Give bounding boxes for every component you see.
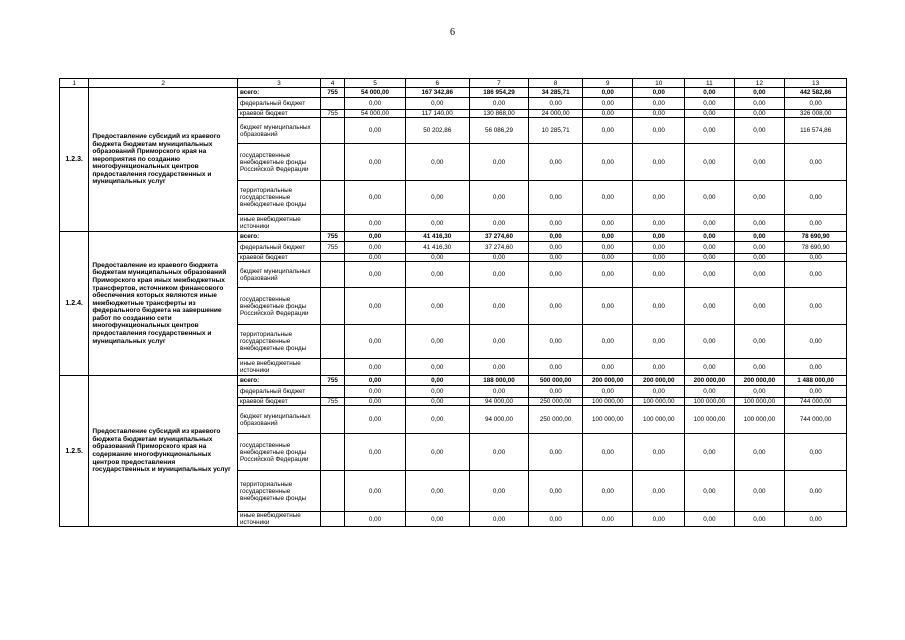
year-value: 54 000,00 — [345, 110, 406, 118]
year-value: 0,00 — [685, 262, 735, 288]
total-value: 0,00 — [785, 181, 847, 215]
column-number: 12 — [734, 79, 785, 88]
total-value: 744 000,00 — [785, 406, 847, 434]
year-value: 0,00 — [405, 288, 469, 325]
year-value: 0,00 — [469, 254, 529, 262]
year-value: 0,00 — [469, 359, 529, 376]
year-value: 0,00 — [345, 325, 406, 359]
year-value: 0,00 — [582, 359, 633, 376]
year-value: 186 954,29 — [469, 88, 529, 98]
total-value: 0,00 — [785, 386, 847, 398]
funding-source: краевой бюджет — [238, 398, 321, 406]
grbs-code — [320, 215, 344, 232]
year-value: 0,00 — [345, 98, 406, 110]
grbs-code — [320, 471, 344, 512]
year-value: 0,00 — [405, 181, 469, 215]
year-value: 0,00 — [405, 406, 469, 434]
year-value: 0,00 — [345, 398, 406, 406]
year-value: 117 140,00 — [405, 110, 469, 118]
year-value: 0,00 — [582, 434, 633, 471]
funding-source: федеральный бюджет — [238, 242, 321, 254]
year-value: 0,00 — [633, 359, 685, 376]
year-value: 0,00 — [633, 88, 685, 98]
year-value: 0,00 — [345, 262, 406, 288]
year-value: 200 000,00 — [685, 376, 735, 386]
year-value: 0,00 — [633, 434, 685, 471]
funding-source: государственные внебюджетные фонды Российской Федерации — [238, 288, 321, 325]
year-value: 0,00 — [469, 144, 529, 181]
year-value: 100 000,00 — [582, 398, 633, 406]
year-value: 24 000,00 — [529, 110, 583, 118]
year-value: 0,00 — [405, 98, 469, 110]
year-value: 0,00 — [529, 434, 583, 471]
year-value: 0,00 — [405, 325, 469, 359]
year-value: 0,00 — [685, 88, 735, 98]
year-value: 0,00 — [345, 118, 406, 144]
total-value: 0,00 — [785, 215, 847, 232]
year-value: 50 202,86 — [405, 118, 469, 144]
year-value: 0,00 — [582, 386, 633, 398]
grbs-code — [320, 262, 344, 288]
year-value: 0,00 — [582, 215, 633, 232]
total-value: 0,00 — [785, 144, 847, 181]
year-value: 0,00 — [582, 144, 633, 181]
year-value: 0,00 — [633, 471, 685, 512]
column-number: 6 — [405, 79, 469, 88]
total-value: 0,00 — [785, 434, 847, 471]
year-value: 0,00 — [469, 288, 529, 325]
year-value: 0,00 — [685, 471, 735, 512]
page-number: 6 — [450, 27, 455, 38]
year-value: 100 000,00 — [685, 398, 735, 406]
year-value: 0,00 — [734, 232, 785, 242]
total-value: 0,00 — [785, 262, 847, 288]
year-value: 200 000,00 — [582, 376, 633, 386]
year-value: 200 000,00 — [633, 376, 685, 386]
year-value: 0,00 — [633, 325, 685, 359]
total-value: 0,00 — [785, 254, 847, 262]
year-value: 0,00 — [633, 232, 685, 242]
year-value: 0,00 — [529, 471, 583, 512]
year-value: 0,00 — [529, 254, 583, 262]
year-value: 130 868,00 — [469, 110, 529, 118]
year-value: 0,00 — [345, 406, 406, 434]
total-value: 116 574,86 — [785, 118, 847, 144]
year-value: 0,00 — [734, 512, 785, 527]
year-value: 0,00 — [685, 512, 735, 527]
measure-code: 1.2.4. — [60, 232, 89, 376]
grbs-code — [320, 406, 344, 434]
year-value: 0,00 — [685, 288, 735, 325]
year-value: 0,00 — [529, 512, 583, 527]
year-value: 0,00 — [734, 88, 785, 98]
year-value: 0,00 — [633, 386, 685, 398]
year-value: 0,00 — [582, 262, 633, 288]
total-value: 78 690,90 — [785, 232, 847, 242]
year-value: 0,00 — [529, 215, 583, 232]
year-value: 0,00 — [633, 181, 685, 215]
year-value: 250 000,00 — [529, 398, 583, 406]
year-value: 0,00 — [633, 215, 685, 232]
year-value: 0,00 — [734, 181, 785, 215]
header-row — [60, 79, 847, 88]
year-value: 0,00 — [345, 471, 406, 512]
year-value: 0,00 — [582, 325, 633, 359]
year-value: 500 000,00 — [529, 376, 583, 386]
funding-source: государственные внебюджетные фонды Российской Федерации — [238, 144, 321, 181]
year-value: 56 086,29 — [469, 118, 529, 144]
measure-code: 1.2.5. — [60, 376, 89, 527]
year-value: 0,00 — [469, 215, 529, 232]
year-value: 0,00 — [405, 434, 469, 471]
year-value: 0,00 — [469, 434, 529, 471]
year-value: 0,00 — [582, 232, 633, 242]
funding-source: территориальные государственные внебюджетные фонды — [238, 325, 321, 359]
grbs-code — [320, 512, 344, 527]
year-value: 0,00 — [582, 288, 633, 325]
year-value: 0,00 — [582, 98, 633, 110]
year-value: 0,00 — [405, 359, 469, 376]
grbs-code — [320, 98, 344, 110]
year-value: 0,00 — [345, 254, 406, 262]
year-value: 0,00 — [685, 98, 735, 110]
year-value: 0,00 — [685, 118, 735, 144]
year-value: 0,00 — [685, 215, 735, 232]
year-value: 0,00 — [582, 512, 633, 527]
year-value: 0,00 — [582, 254, 633, 262]
year-value: 0,00 — [405, 386, 469, 398]
funding-source: всего: — [238, 376, 321, 386]
year-value: 0,00 — [633, 254, 685, 262]
year-value: 250 000,00 — [529, 406, 583, 434]
year-value: 0,00 — [734, 471, 785, 512]
year-value: 94 000,00 — [469, 406, 529, 434]
year-value: 0,00 — [685, 386, 735, 398]
column-number: 5 — [345, 79, 406, 88]
funding-source: бюджет муниципальных образований — [238, 406, 321, 434]
year-value: 0,00 — [633, 110, 685, 118]
year-value: 167 342,86 — [405, 88, 469, 98]
funding-source: территориальные государственные внебюджетные фонды — [238, 471, 321, 512]
year-value: 100 000,00 — [633, 406, 685, 434]
year-value: 0,00 — [345, 232, 406, 242]
year-value: 0,00 — [633, 144, 685, 181]
grbs-code — [320, 325, 344, 359]
year-value: 0,00 — [582, 181, 633, 215]
measure-code: 1.2.3. — [60, 88, 89, 232]
year-value: 0,00 — [345, 288, 406, 325]
year-value: 0,00 — [405, 512, 469, 527]
total-value: 0,00 — [785, 359, 847, 376]
year-value: 0,00 — [734, 359, 785, 376]
year-value: 0,00 — [582, 242, 633, 254]
total-value: 78 690,90 — [785, 242, 847, 254]
table-row-total — [60, 376, 847, 386]
year-value: 0,00 — [529, 181, 583, 215]
grbs-code: 755 — [320, 88, 344, 98]
year-value: 0,00 — [734, 98, 785, 110]
grbs-code — [320, 181, 344, 215]
year-value: 0,00 — [734, 118, 785, 144]
year-value: 0,00 — [529, 325, 583, 359]
year-value: 0,00 — [529, 98, 583, 110]
year-value: 37 274,60 — [469, 242, 529, 254]
year-value: 0,00 — [345, 242, 406, 254]
grbs-code: 755 — [320, 376, 344, 386]
year-value: 0,00 — [345, 144, 406, 181]
grbs-code — [320, 434, 344, 471]
year-value: 0,00 — [469, 262, 529, 288]
year-value: 0,00 — [685, 254, 735, 262]
year-value: 0,00 — [734, 110, 785, 118]
grbs-code: 755 — [320, 232, 344, 242]
total-value: 0,00 — [785, 471, 847, 512]
column-number: 11 — [685, 79, 735, 88]
year-value: 100 000,00 — [734, 406, 785, 434]
table-row-total — [60, 232, 847, 242]
year-value: 0,00 — [685, 242, 735, 254]
total-value: 0,00 — [785, 288, 847, 325]
year-value: 0,00 — [685, 232, 735, 242]
total-value: 1 488 000,00 — [785, 376, 847, 386]
total-value: 0,00 — [785, 512, 847, 527]
funding-source: краевой бюджет — [238, 254, 321, 262]
measure-title: Предоставление субсидий из краевого бюджета бюджетам муниципальных образований Приморского края на содержание многофункциональных центров предоставления государственных и муниципальных услуг — [89, 376, 238, 527]
year-value: 0,00 — [529, 288, 583, 325]
year-value: 0,00 — [633, 262, 685, 288]
column-number: 7 — [469, 79, 529, 88]
funding-source: федеральный бюджет — [238, 386, 321, 398]
measure-title: Предоставление субсидий из краевого бюджета бюджетам муниципальных образований Приморского края на мероприятия по созданию многофункциональных центров предоставления государственных и муниципальных услуг — [89, 88, 238, 232]
year-value: 188 000,00 — [469, 376, 529, 386]
year-value: 0,00 — [685, 434, 735, 471]
grbs-code — [320, 254, 344, 262]
total-value: 442 582,86 — [785, 88, 847, 98]
grbs-code — [320, 144, 344, 181]
year-value: 0,00 — [685, 144, 735, 181]
year-value: 100 000,00 — [633, 398, 685, 406]
year-value: 0,00 — [633, 242, 685, 254]
grbs-code: 755 — [320, 110, 344, 118]
year-value: 0,00 — [405, 144, 469, 181]
year-value: 0,00 — [345, 512, 406, 527]
funding-source: бюджет муниципальных образований — [238, 118, 321, 144]
year-value: 0,00 — [685, 359, 735, 376]
year-value: 0,00 — [529, 359, 583, 376]
measure-title: Предоставление из краевого бюджета бюджетам муниципальных образований Приморского края иных межбюджетных трансфертов, источником финансового обеспечения которых являются иные межбюджетные трансферты из федерального бюджета на завершение работ по созданию сети многофункциональных центров предоставления государственных и муниципальных услуг — [89, 232, 238, 376]
year-value: 0,00 — [529, 242, 583, 254]
year-value: 0,00 — [405, 376, 469, 386]
grbs-code — [320, 359, 344, 376]
funding-source: иные внебюджетные источники — [238, 359, 321, 376]
year-value: 41 416,30 — [405, 242, 469, 254]
column-number: 10 — [633, 79, 685, 88]
grbs-code — [320, 288, 344, 325]
total-value: 744 000,00 — [785, 398, 847, 406]
year-value: 0,00 — [734, 325, 785, 359]
year-value: 54 000,00 — [345, 88, 406, 98]
funding-source: всего: — [238, 232, 321, 242]
year-value: 100 000,00 — [582, 406, 633, 434]
budget-table — [59, 78, 847, 527]
year-value: 0,00 — [734, 144, 785, 181]
year-value: 0,00 — [734, 386, 785, 398]
year-value: 0,00 — [345, 434, 406, 471]
column-number: 2 — [89, 79, 238, 88]
funding-source: краевой бюджет — [238, 110, 321, 118]
grbs-code: 755 — [320, 242, 344, 254]
year-value: 0,00 — [345, 181, 406, 215]
year-value: 0,00 — [734, 434, 785, 471]
year-value: 0,00 — [582, 471, 633, 512]
year-value: 0,00 — [734, 262, 785, 288]
year-value: 0,00 — [734, 288, 785, 325]
funding-source: территориальные государственные внебюджетные фонды — [238, 181, 321, 215]
year-value: 0,00 — [345, 215, 406, 232]
year-value: 0,00 — [345, 376, 406, 386]
year-value: 0,00 — [582, 110, 633, 118]
column-number: 13 — [785, 79, 847, 88]
year-value: 0,00 — [582, 88, 633, 98]
year-value: 200 000,00 — [734, 376, 785, 386]
year-value: 0,00 — [633, 512, 685, 527]
year-value: 0,00 — [633, 288, 685, 325]
year-value: 0,00 — [582, 118, 633, 144]
year-value: 0,00 — [734, 254, 785, 262]
year-value: 0,00 — [405, 215, 469, 232]
funding-source: бюджет муниципальных образований — [238, 262, 321, 288]
year-value: 0,00 — [345, 386, 406, 398]
year-value: 0,00 — [469, 181, 529, 215]
funding-source: федеральный бюджет — [238, 98, 321, 110]
year-value: 100 000,00 — [685, 406, 735, 434]
year-value: 37 274,60 — [469, 232, 529, 242]
grbs-code: 755 — [320, 398, 344, 406]
year-value: 0,00 — [685, 325, 735, 359]
year-value: 34 285,71 — [529, 88, 583, 98]
year-value: 0,00 — [405, 471, 469, 512]
year-value: 0,00 — [469, 325, 529, 359]
funding-source: иные внебюджетные источники — [238, 215, 321, 232]
grbs-code — [320, 386, 344, 398]
year-value: 0,00 — [529, 144, 583, 181]
funding-source: иные внебюджетные источники — [238, 512, 321, 527]
year-value: 0,00 — [469, 512, 529, 527]
column-number: 3 — [238, 79, 321, 88]
year-value: 0,00 — [734, 215, 785, 232]
year-value: 0,00 — [685, 181, 735, 215]
funding-source: всего: — [238, 88, 321, 98]
column-number: 1 — [60, 79, 89, 88]
year-value: 0,00 — [469, 386, 529, 398]
year-value: 0,00 — [405, 254, 469, 262]
year-value: 0,00 — [405, 262, 469, 288]
year-value: 0,00 — [345, 359, 406, 376]
year-value: 0,00 — [469, 471, 529, 512]
total-value: 0,00 — [785, 325, 847, 359]
year-value: 0,00 — [529, 386, 583, 398]
total-value: 0,00 — [785, 98, 847, 110]
year-value: 0,00 — [633, 118, 685, 144]
year-value: 0,00 — [469, 98, 529, 110]
grbs-code — [320, 118, 344, 144]
column-number: 9 — [582, 79, 633, 88]
column-number: 8 — [529, 79, 583, 88]
year-value: 0,00 — [633, 98, 685, 110]
year-value: 0,00 — [685, 110, 735, 118]
year-value: 41 416,30 — [405, 232, 469, 242]
total-value: 326 008,00 — [785, 110, 847, 118]
year-value: 0,00 — [529, 262, 583, 288]
table-row-total — [60, 88, 847, 98]
year-value: 94 000,00 — [469, 398, 529, 406]
year-value: 100 000,00 — [734, 398, 785, 406]
year-value: 0,00 — [405, 398, 469, 406]
funding-source: государственные внебюджетные фонды Российской Федерации — [238, 434, 321, 471]
year-value: 10 285,71 — [529, 118, 583, 144]
year-value: 0,00 — [529, 232, 583, 242]
year-value: 0,00 — [734, 242, 785, 254]
column-number: 4 — [320, 79, 344, 88]
